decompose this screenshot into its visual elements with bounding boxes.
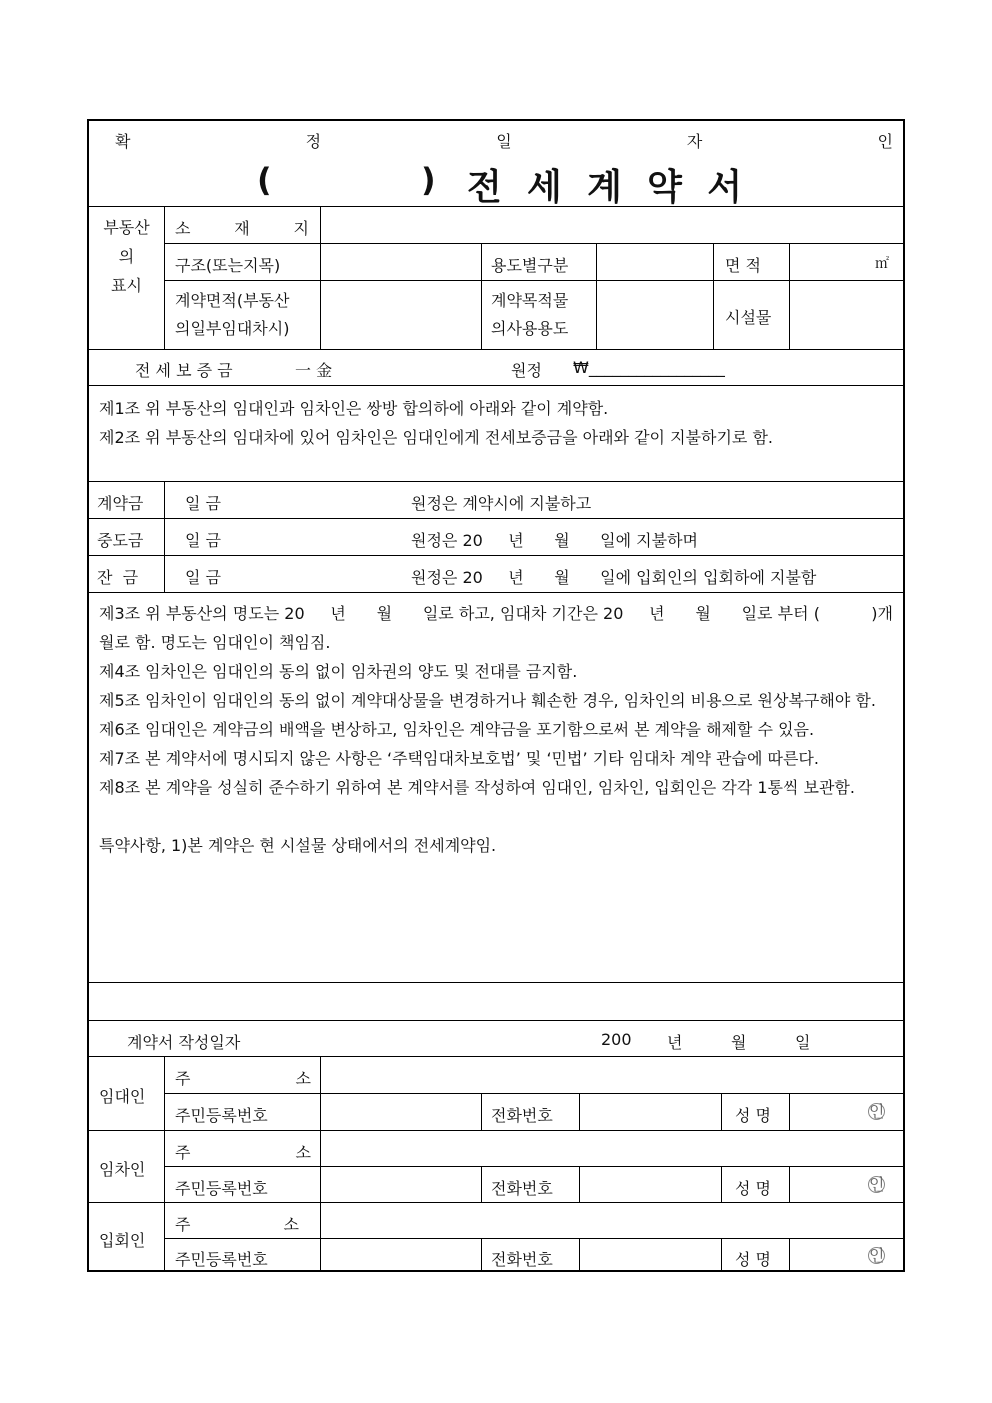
location-label: 소 재 지 [175,219,309,238]
party-phone-field[interactable] [580,1094,721,1130]
party-id-label: 주민등록번호 [175,1106,268,1125]
party-address-field[interactable] [321,1131,903,1166]
deposit-amount-field[interactable] [369,351,499,383]
special-terms-extra-field[interactable] [89,983,903,1021]
payment-unit: 일 금 [185,568,221,587]
usage-field[interactable] [597,244,713,280]
contract-area-field[interactable] [321,281,481,349]
special-terms: 특약사항, 1)본 계약은 현 시설물 상태에서의 전세계약임. [99,836,497,855]
clause-7: 제7조 본 계약서에 명시되지 않은 사항은 ‘주택임대차보호법’ 및 ‘민법’ 기타 임대차 계약 관습에 따른다. [99,749,819,768]
clause-6: 제6조 임대인은 계약금의 배액을 변상하고, 임차인은 계약금을 포기함으로써 본 계약을 해제할 수 있음. [99,720,815,739]
party-id-field[interactable] [321,1239,481,1272]
clause-8: 제8조 본 계약을 성실히 준수하기 위하여 본 계약서를 작성하여 임대인, 임차인, 입회인은 각각 1통씩 보관함. [99,778,855,797]
deposit-label: 전 세 보 증 금 [135,361,233,380]
written-date-year[interactable]: 200 [601,1030,632,1049]
written-date-year-unit: 년 [667,1033,683,1052]
clauses-top [89,386,903,482]
payment-unit: 일 금 [185,494,221,513]
title-row [89,155,903,207]
payment-unit: 일 금 [185,531,221,550]
property-section [89,207,903,350]
seal-icon: 인 [869,1246,885,1265]
written-date-label: 계약서 작성일자 [127,1033,241,1052]
party-phone-field[interactable] [580,1239,721,1272]
stamp-char: 일 [496,132,512,151]
payment-label: 중도금 [97,531,144,550]
purpose-field[interactable] [597,281,713,349]
clauses-main [89,593,903,983]
stamp-char: 확 [115,132,131,151]
clause-4: 제4조 임차인은 임대인의 동의 없이 임차권의 양도 및 전대를 금지함. [99,662,578,681]
payment-label: 계약금 [97,494,144,513]
party-name-field[interactable] [790,1239,903,1272]
clause-5: 제5조 임차인이 임대인의 동의 없이 계약대상물을 변경하거나 훼손한 경우, 임차인의 비용으로 원상복구해야 함. [99,691,876,710]
party-name-field[interactable] [790,1167,903,1202]
title-char: 계 [587,167,622,208]
party-address-label: 주 소 [175,1069,311,1088]
structure-field[interactable] [321,244,481,280]
party-address-label: 주 소 [175,1215,299,1234]
party-name-label: 성 명 [735,1250,771,1269]
party-address-label: 주 소 [175,1143,311,1162]
party-phone-label: 전화번호 [491,1250,553,1269]
payment-amount-field[interactable] [239,521,399,553]
lease-contract-form [87,119,905,1272]
party-role-tenant: 임차인 [99,1160,146,1179]
party-phone-label: 전화번호 [491,1106,553,1125]
page-title [467,159,742,210]
confirmed-date-row [89,121,903,155]
party-id-label: 주민등록번호 [175,1179,268,1198]
party-phone-label: 전화번호 [491,1179,553,1198]
contract-area-label: 계약면적(부동산 의일부임대차시) [175,291,290,338]
title-paren-close: ) [421,161,436,199]
stamp-char: 정 [305,132,322,151]
party-address-field[interactable] [321,1203,903,1238]
party-id-field[interactable] [321,1167,481,1202]
deposit-won-amount[interactable]: ₩_________________ [573,358,725,377]
party-name-field[interactable] [790,1094,903,1130]
payment-label: 잔 금 [97,568,139,587]
purpose-label: 계약목적물 의사용용도 [491,291,569,338]
deposit-row [89,349,903,386]
title-char: 서 [707,167,742,208]
facility-label: 시설물 [725,308,772,327]
property-section-label: 부동산 의 표시 [103,218,150,295]
party-name-label: 성 명 [735,1179,771,1198]
clause-1: 제1조 위 부동산의 임대인과 임차인은 쌍방 합의하에 아래와 같이 계약함. [99,399,609,418]
structure-label: 구조(또는지목) [175,256,281,275]
stamp-char: 인 [877,132,893,151]
title-char: 세 [527,167,562,208]
payment-text: 원정은 20 년 월 일에 지불하며 [411,531,699,550]
party-role-witness: 입회인 [99,1231,146,1250]
party-phone-field[interactable] [580,1167,721,1202]
deposit-won-label: 원정 [511,361,542,380]
party-name-label: 성 명 [735,1106,771,1125]
title-paren-open: ( [257,161,272,199]
party-id-field[interactable] [321,1094,481,1130]
party-address-field[interactable] [321,1057,903,1093]
usage-label: 용도별구분 [491,256,569,275]
written-date-day-unit: 일 [795,1033,811,1052]
party-role-landlord: 임대인 [99,1087,146,1106]
seal-icon: 인 [869,1102,885,1121]
payment-amount-field[interactable] [239,558,399,590]
deposit-amount-prefix: 一 金 [295,361,333,380]
payment-row-balance [89,556,903,593]
written-date-row [89,1021,903,1057]
stamp-char: 자 [686,132,703,151]
payment-text: 원정은 계약시에 지불하고 [411,494,592,513]
payment-text: 원정은 20 년 월 일에 입회인의 입회하에 지불함 [411,568,817,587]
title-char: 전 [467,167,502,208]
payment-row-contract [89,482,903,519]
title-char: 약 [647,167,682,208]
location-field[interactable] [321,207,903,243]
clause-2: 제2조 위 부동산의 임대차에 있어 임차인은 임대인에게 전세보증금을 아래와 같이 지불하기로 함. [99,428,773,447]
clause-3: 제3조 위 부동산의 명도는 20 년 월 일로 하고, 임대차 기간은 20 년 월 일로 부터 ( )개월로 함. 명도는 임대인이 책임짐. [99,604,893,652]
area-label: 면 적 [725,256,761,275]
area-unit: ㎡ [875,256,889,272]
party-id-label: 주민등록번호 [175,1250,268,1269]
written-date-month-unit: 월 [731,1033,747,1052]
parties-section [89,1057,903,1272]
seal-icon: 인 [869,1175,885,1194]
payment-row-interim [89,519,903,556]
payment-amount-field[interactable] [239,484,399,516]
facility-field[interactable] [790,281,903,349]
